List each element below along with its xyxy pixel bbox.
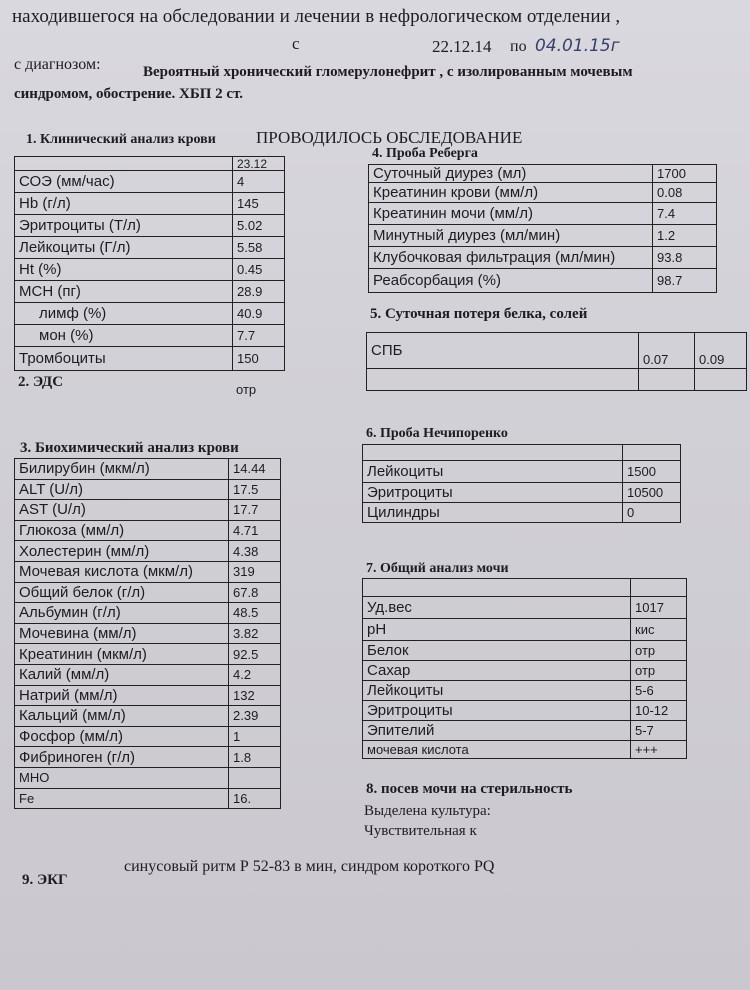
nechiporenko-title: 6. Проба Нечипоренко — [366, 426, 508, 441]
row-label: МСН (пг) — [15, 281, 233, 303]
row-value: 17.7 — [229, 500, 281, 521]
header-line1: находившегося на обследовании и лечении в нефрологическом отделении , — [12, 6, 621, 27]
row-value: +++ — [631, 741, 687, 759]
row-value: 7.4 — [653, 203, 717, 225]
row-value: 10500 — [623, 483, 681, 503]
header-cell — [363, 579, 631, 597]
table-row — [367, 369, 747, 391]
row-value: отр — [631, 661, 687, 681]
row-value: 319 — [229, 561, 281, 582]
table-row — [15, 726, 281, 747]
header-po: по — [510, 38, 527, 55]
row-label: СПБ — [367, 333, 639, 369]
table-row — [15, 582, 281, 603]
page-title: ПРОВОДИЛОСЬ ОБСЛЕДОВАНИЕ — [256, 128, 523, 147]
empty-cell — [695, 369, 747, 391]
ekg-text: синусовый ритм Р 52-83 в мин, синдром короткого PQ — [124, 858, 495, 875]
table-row — [363, 741, 687, 759]
table-row — [363, 597, 687, 619]
row-label: Общий белок (г/л) — [15, 582, 229, 603]
row-label: Калий (мм/л) — [15, 664, 229, 685]
table-row — [15, 747, 281, 768]
table-row — [15, 541, 281, 562]
row-label: Фибриноген (г/л) — [15, 747, 229, 768]
row-value: 0.08 — [653, 183, 717, 203]
row-value: 0.45 — [233, 259, 285, 281]
table-row — [363, 661, 687, 681]
row-label: Натрий (мм/л) — [15, 685, 229, 706]
eds-title: 2. ЭДС — [18, 374, 64, 390]
culture-title: 8. посев мочи на стерильность — [366, 781, 573, 797]
blood-clinical-table — [14, 156, 285, 371]
row-label: Мочевая кислота (мкм/л) — [15, 561, 229, 582]
header-cell — [623, 445, 681, 461]
blood-clinical-title: 1. Клинический анализ крови — [26, 132, 216, 147]
table-row — [15, 459, 281, 480]
row-value: 1017 — [631, 597, 687, 619]
table-row — [15, 623, 281, 644]
table-row — [15, 664, 281, 685]
table-row — [15, 157, 285, 171]
date-from: 22.12.14 — [432, 37, 492, 56]
row-value: 5-7 — [631, 721, 687, 741]
row-value: 5.58 — [233, 237, 285, 259]
row-value: 5-6 — [631, 681, 687, 701]
table-row — [363, 579, 687, 597]
culture-line-2: Чувствительная к — [364, 823, 477, 839]
row-value: 40.9 — [233, 303, 285, 325]
row-value: 1.2 — [653, 225, 717, 247]
table-row — [15, 500, 281, 521]
table-row — [369, 183, 717, 203]
table-row — [363, 503, 681, 523]
table-row — [15, 603, 281, 624]
table-row — [369, 203, 717, 225]
row-label: Эпителий — [363, 721, 631, 741]
row-value: кис — [631, 619, 687, 641]
urine-table — [362, 578, 687, 759]
row-label: Суточный диурез (мл) — [369, 165, 653, 183]
row-label: Цилиндры — [363, 503, 623, 523]
row-label: Эритроциты — [363, 701, 631, 721]
table-row — [15, 561, 281, 582]
header-cell — [363, 445, 623, 461]
row-value: 4.38 — [229, 541, 281, 562]
table-row — [369, 165, 717, 183]
row-value: 0.07 — [639, 333, 695, 369]
biochem-title: 3. Биохимический анализ крови — [20, 440, 239, 456]
row-value: 4 — [233, 171, 285, 193]
row-value: 2.39 — [229, 706, 281, 727]
row-value: 10-12 — [631, 701, 687, 721]
row-value: 14.44 — [229, 459, 281, 480]
table-row — [363, 619, 687, 641]
row-value: 3.82 — [229, 623, 281, 644]
row-label: Креатинин мочи (мм/л) — [369, 203, 653, 225]
table-row — [363, 461, 681, 483]
row-label: СОЭ (мм/час) — [15, 171, 233, 193]
table-row — [363, 701, 687, 721]
row-label: лимф (%) — [15, 303, 233, 325]
row-value — [229, 767, 281, 788]
row-label: Эритроциты — [363, 483, 623, 503]
row-label: Креатинин крови (мм/л) — [369, 183, 653, 203]
row-label: Мочевина (мм/л) — [15, 623, 229, 644]
row-label: ALT (U/л) — [15, 479, 229, 500]
row-value: 28.9 — [233, 281, 285, 303]
culture-line-1: Выделена культура: — [364, 803, 491, 819]
table-row — [15, 706, 281, 727]
table-row — [363, 445, 681, 461]
protein-loss-title: 5. Суточная потеря белка, солей — [370, 306, 588, 322]
row-label: Лейкоциты — [363, 681, 631, 701]
row-label: Минутный диурез (мл/мин) — [369, 225, 653, 247]
row-label: Белок — [363, 641, 631, 661]
row-label: Тромбоциты — [15, 347, 233, 371]
table-row — [15, 259, 285, 281]
row-value: 132 — [229, 685, 281, 706]
header-cell — [15, 157, 233, 171]
row-value: 0.09 — [695, 333, 747, 369]
row-value: 67.8 — [229, 582, 281, 603]
row-value: 7.7 — [233, 325, 285, 347]
row-label: МНО — [15, 767, 229, 788]
nechiporenko-table — [362, 444, 681, 523]
row-label: Fe — [15, 788, 229, 809]
ekg-title: 9. ЭКГ — [22, 872, 68, 888]
table-row — [363, 721, 687, 741]
row-label: Hb (г/л) — [15, 193, 233, 215]
table-row — [15, 479, 281, 500]
row-value: 1 — [229, 726, 281, 747]
row-label: Билирубин (мкм/л) — [15, 459, 229, 480]
row-value: 17.5 — [229, 479, 281, 500]
row-label: Глюкоза (мм/л) — [15, 520, 229, 541]
reberg-table — [368, 164, 717, 293]
table-row — [15, 767, 281, 788]
row-value: отр — [631, 641, 687, 661]
urine-title: 7. Общий анализ мочи — [366, 561, 509, 576]
row-label: AST (U/л) — [15, 500, 229, 521]
table-row — [15, 644, 281, 665]
row-value: 1.8 — [229, 747, 281, 768]
row-value: 1700 — [653, 165, 717, 183]
row-value: 98.7 — [653, 269, 717, 293]
protein-loss-table — [366, 332, 747, 391]
table-row — [15, 171, 285, 193]
diagnosis-text-1: Вероятный хронический гломерулонефрит , с изолированным мочевым — [143, 64, 633, 80]
row-value: 5.02 — [233, 215, 285, 237]
table-row — [15, 193, 285, 215]
table-row — [363, 641, 687, 661]
row-value: 150 — [233, 347, 285, 371]
header-c: с — [292, 34, 300, 53]
row-label: Эритроциты (Т/л) — [15, 215, 233, 237]
row-label: pH — [363, 619, 631, 641]
row-label: Клубочковая фильтрация (мл/мин) — [369, 247, 653, 269]
table-row — [15, 281, 285, 303]
date-cell: 23.12 — [233, 157, 285, 171]
row-label: Кальций (мм/л) — [15, 706, 229, 727]
table-row — [15, 303, 285, 325]
row-label: Уд.вес — [363, 597, 631, 619]
row-value: 0 — [623, 503, 681, 523]
row-value: 4.2 — [229, 664, 281, 685]
table-row — [369, 247, 717, 269]
row-value: 92.5 — [229, 644, 281, 665]
row-value: 93.8 — [653, 247, 717, 269]
row-label: Сахар — [363, 661, 631, 681]
row-value: 1500 — [623, 461, 681, 483]
table-row — [369, 225, 717, 247]
row-label: Холестерин (мм/л) — [15, 541, 229, 562]
row-label: Лейкоциты (Г/л) — [15, 237, 233, 259]
row-label: мон (%) — [15, 325, 233, 347]
eds-value: отр — [236, 382, 257, 397]
row-value: 4.71 — [229, 520, 281, 541]
table-row — [15, 788, 281, 809]
reberg-title: 4. Проба Реберга — [372, 146, 478, 161]
row-label: Лейкоциты — [363, 461, 623, 483]
header-cell — [631, 579, 687, 597]
table-row — [15, 520, 281, 541]
row-label: Реабсорбация (%) — [369, 269, 653, 293]
table-row — [15, 347, 285, 371]
diagnosis-text-2: синдромом, обострение. ХБП 2 ст. — [14, 86, 244, 102]
table-row — [363, 681, 687, 701]
table-row — [15, 215, 285, 237]
row-label: Креатинин (мкм/л) — [15, 644, 229, 665]
row-value: 48.5 — [229, 603, 281, 624]
table-row — [363, 483, 681, 503]
table-row — [15, 325, 285, 347]
row-label: мочевая кислота — [363, 741, 631, 759]
row-value: 16. — [229, 788, 281, 809]
row-label: Ht (%) — [15, 259, 233, 281]
biochem-table — [14, 458, 281, 809]
table-row — [369, 269, 717, 293]
row-label: Альбумин (г/л) — [15, 603, 229, 624]
table-row — [367, 333, 747, 369]
row-label: Фосфор (мм/л) — [15, 726, 229, 747]
empty-cell — [639, 369, 695, 391]
row-value: 145 — [233, 193, 285, 215]
diagnosis-label: с диагнозом: — [14, 56, 101, 73]
table-row — [15, 685, 281, 706]
date-to-handwritten: 04.01.15г — [535, 36, 620, 56]
table-row — [15, 237, 285, 259]
empty-cell — [367, 369, 639, 391]
